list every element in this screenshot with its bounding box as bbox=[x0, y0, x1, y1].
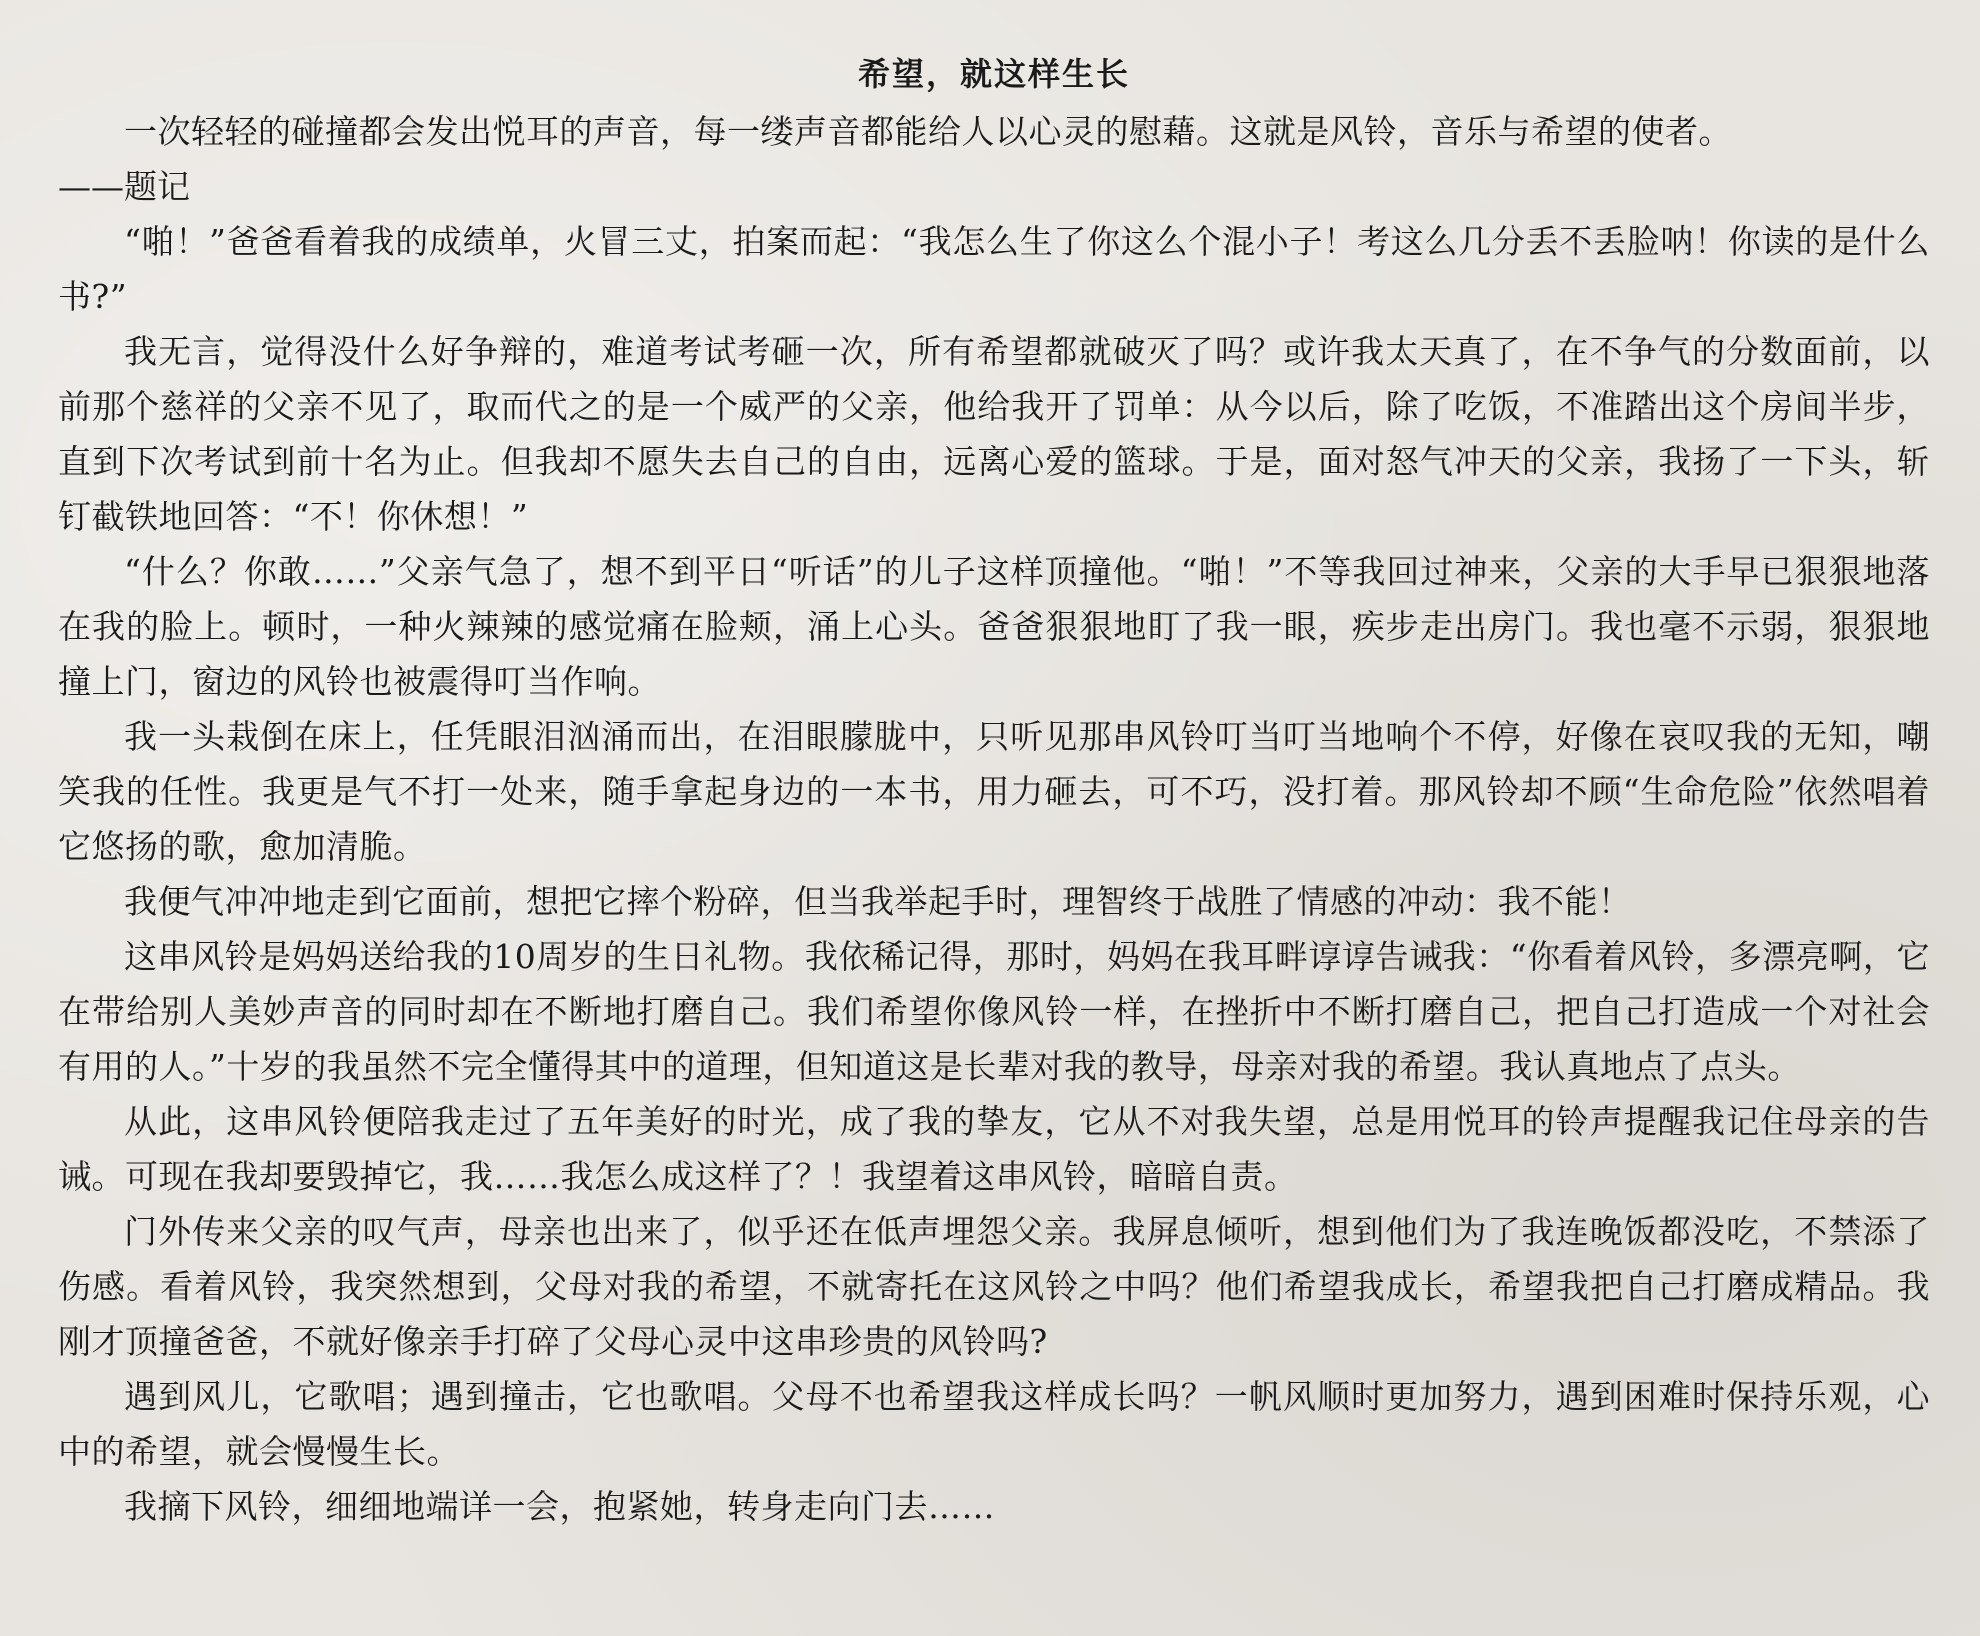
epigraph: 一次轻轻的碰撞都会发出悦耳的声音，每一缕声音都能给人以心灵的慰藉。这就是风铃，音乐与希望的使者。 bbox=[124, 112, 1732, 151]
paragraph-3: “什么？你敢……”父亲气急了，想不到平日“听话”的儿子这样顶撞他。“啪！”不等我回过神来，父亲的大手早已狠狠地落在我的脸上。顿时，一种火辣辣的感觉痛在脸颊，涌上心头。爸爸狠狠地盯了我一眼，疾步走出房门。我也毫不示弱，狠狠地撞上门，窗边的风铃也被震得叮当作响。 bbox=[58, 552, 1930, 701]
paragraph-2: 我无言，觉得没什么好争辩的，难道考试考砸一次，所有希望都就破灭了吗？或许我太天真了，在不争气的分数面前，以前那个慈祥的父亲不见了，取而代之的是一个威严的父亲，他给我开了罚单：从今以后，除了吃饭，不准踏出这个房间半步，直到下次考试到前十名为止。但我却不愿失去自己的自由，远离心爱的篮球。于是，面对怒气冲天的父亲，我扬了一下头，斩钉截铁地回答：“不！你休想！” bbox=[58, 332, 1930, 536]
paragraph-9: 遇到风儿，它歌唱；遇到撞击，它也歌唱。父母不也希望我这样成长吗？一帆风顺时更加努力，遇到困难时保持乐观，心中的希望，就会慢慢生长。 bbox=[58, 1377, 1930, 1471]
epigraph-attribution: ——题记 bbox=[58, 167, 190, 206]
paragraph-5: 我便气冲冲地走到它面前，想把它摔个粉碎，但当我举起手时，理智终于战胜了情感的冲动：我不能！ bbox=[124, 882, 1632, 921]
essay-title: 希望，就这样生长 bbox=[857, 55, 1130, 93]
paragraph-1: “啪！”爸爸看着我的成绩单，火冒三丈，拍案而起：“我怎么生了你这么个混小子！考这么几分丢不丢脸呐！你读的是什么书?” bbox=[58, 222, 1930, 316]
paragraph-6: 这串风铃是妈妈送给我的10周岁的生日礼物。我依稀记得，那时，妈妈在我耳畔谆谆告诫我：“你看着风铃，多漂亮啊，它在带给别人美妙声音的同时却在不断地打磨自己。我们希望你像风铃一样，在挫折中不断打磨自己，把自己打造成一个对社会有用的人。”十岁的我虽然不完全懂得其中的道理，但知道这是长辈对我的教导，母亲对我的希望。我认真地点了点头。 bbox=[58, 937, 1930, 1086]
paragraph-8: 门外传来父亲的叹气声，母亲也出来了，似乎还在低声埋怨父亲。我屏息倾听，想到他们为了我连晚饭都没吃，不禁添了伤感。看着风铃，我突然想到，父母对我的希望，不就寄托在这风铃之中吗？他们希望我成长，希望我把自己打磨成精品。我刚才顶撞爸爸，不就好像亲手打碎了父母心灵中这串珍贵的风铃吗? bbox=[58, 1212, 1930, 1361]
paragraph-10: 我摘下风铃，细细地端详一会，抱紧她，转身走向门去…… bbox=[124, 1487, 995, 1526]
paragraph-4: 我一头栽倒在床上，任凭眼泪汹涌而出，在泪眼朦胧中，只听见那串风铃叮当叮当地响个不停，好像在哀叹我的无知，嘲笑我的任性。我更是气不打一处来，随手拿起身边的一本书，用力砸去，可不巧，没打着。那风铃却不顾“生命危险”依然唱着它悠扬的歌，愈加清脆。 bbox=[58, 717, 1930, 866]
paragraph-7: 从此，这串风铃便陪我走过了五年美好的时光，成了我的挚友，它从不对我失望，总是用悦耳的铃声提醒我记住母亲的告诫。可现在我却要毁掉它，我……我怎么成这样了？！我望着这串风铃，暗暗自责。 bbox=[58, 1102, 1930, 1196]
